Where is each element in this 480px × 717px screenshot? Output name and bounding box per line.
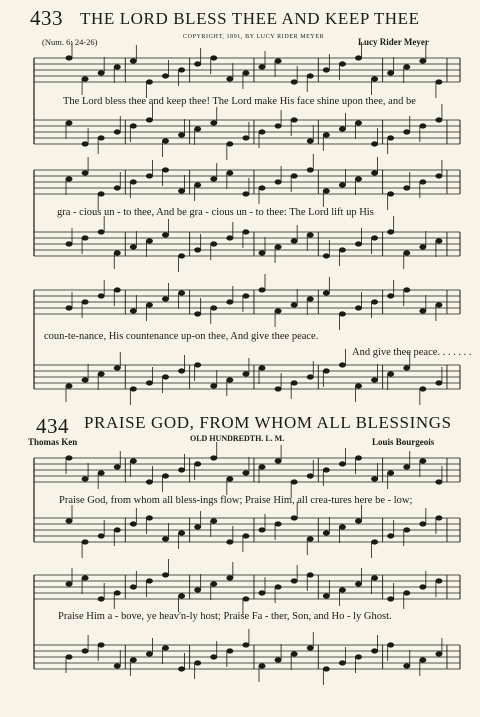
note-head (323, 189, 329, 194)
note-head (291, 174, 297, 179)
note-head (307, 233, 313, 238)
note-head (211, 177, 217, 182)
note-head (307, 139, 313, 144)
note-head (162, 375, 168, 380)
note-head (227, 77, 233, 82)
note-head (404, 465, 410, 470)
note-head (243, 597, 249, 602)
lyric-line-433-3: coun-te-nance, His countenance up-on thee, And give thee peace. (44, 331, 319, 342)
note-head (66, 177, 72, 182)
note-head (243, 136, 249, 141)
note-head (66, 519, 72, 524)
note-head (227, 300, 233, 305)
note-head (387, 71, 393, 76)
note-head (339, 183, 345, 188)
note-head (243, 230, 249, 235)
note-head (339, 248, 345, 253)
note-head (114, 591, 120, 596)
note-head (66, 56, 72, 61)
note-head (404, 251, 410, 256)
note-head (355, 456, 361, 461)
note-head (227, 576, 233, 581)
note-head (339, 462, 345, 467)
note-head (371, 77, 377, 82)
note-head (404, 591, 410, 596)
note-head (82, 378, 88, 383)
note-head (436, 652, 442, 657)
note-head (162, 233, 168, 238)
note-head (404, 288, 410, 293)
note-head (307, 646, 313, 651)
note-head (194, 525, 200, 530)
note-head (259, 664, 265, 669)
note-head (291, 480, 297, 485)
note-head (339, 363, 345, 368)
note-head (146, 480, 152, 485)
lyric-line-434-1: Praise God, from whom all bless-ings flow; Praise Him, all crea-tures here be - low; (59, 495, 413, 506)
note-head (355, 384, 361, 389)
note-head (420, 180, 426, 185)
note-head (211, 242, 217, 247)
note-head (130, 245, 136, 250)
lyric-line-433-1: The Lord bless thee and keep thee! The Lord make His face shine upon thee, and be (63, 96, 416, 107)
note-head (194, 462, 200, 467)
note-head (162, 537, 168, 542)
note-head (291, 118, 297, 123)
note-head (323, 133, 329, 138)
note-head (211, 582, 217, 587)
note-head (436, 80, 442, 85)
note-head (259, 288, 265, 293)
note-head (420, 124, 426, 129)
note-head (307, 297, 313, 302)
note-head (146, 516, 152, 521)
note-head (178, 667, 184, 672)
note-head (194, 248, 200, 253)
note-head (98, 643, 104, 648)
note-head (275, 124, 281, 129)
hymn-title-433: THE LORD BLESS THEE AND KEEP THEE (80, 9, 420, 28)
scripture-reference: (Num. 6: 24-26) (42, 37, 98, 47)
note-head (420, 459, 426, 464)
note-head (114, 664, 120, 669)
note-head (178, 594, 184, 599)
note-head (275, 459, 281, 464)
note-head (371, 378, 377, 383)
note-head (371, 576, 377, 581)
note-head (82, 300, 88, 305)
lyric-end-433: And give thee peace. . . . . . . (352, 347, 472, 358)
note-head (146, 80, 152, 85)
note-head (243, 71, 249, 76)
note-head (307, 74, 313, 79)
note-head (436, 118, 442, 123)
note-head (259, 465, 265, 470)
note-head (371, 142, 377, 147)
note-head (227, 142, 233, 147)
note-head (323, 667, 329, 672)
lyric-line-433-2: gra - cious un - to thee, And be gra - cious un - to thee: The Lord lift up His (57, 207, 374, 218)
composer-433: Lucy Rider Meyer (358, 37, 429, 47)
note-head (420, 658, 426, 663)
note-head (291, 303, 297, 308)
note-head (259, 130, 265, 135)
note-head (436, 381, 442, 386)
note-head (66, 306, 72, 311)
note-head (82, 142, 88, 147)
note-head (243, 192, 249, 197)
note-head (436, 174, 442, 179)
note-head (98, 230, 104, 235)
note-head (387, 136, 393, 141)
note-head (98, 372, 104, 377)
note-head (243, 534, 249, 539)
hymn-title-434: PRAISE GOD, FROM WHOM ALL BLESSINGS (84, 413, 452, 432)
note-head (178, 531, 184, 536)
note-head (194, 363, 200, 368)
note-head (146, 239, 152, 244)
note-head (227, 171, 233, 176)
lyric-line-434-2: Praise Him a - bove, ye heav'n-ly host; Praise Fa - ther, Son, and Ho - ly Ghost. (58, 611, 392, 622)
note-head (275, 180, 281, 185)
note-head (259, 251, 265, 256)
note-head (114, 288, 120, 293)
note-head (339, 127, 345, 132)
note-head (146, 174, 152, 179)
note-head (194, 127, 200, 132)
note-head (130, 658, 136, 663)
note-head (82, 477, 88, 482)
note-head (404, 366, 410, 371)
note-head (114, 528, 120, 533)
note-head (291, 516, 297, 521)
note-head (98, 597, 104, 602)
note-head (404, 130, 410, 135)
note-head (387, 597, 393, 602)
note-head (130, 387, 136, 392)
note-head (146, 579, 152, 584)
note-head (355, 121, 361, 126)
note-head (162, 297, 168, 302)
note-head (211, 121, 217, 126)
note-head (387, 372, 393, 377)
note-head (211, 306, 217, 311)
note-head (259, 528, 265, 533)
note-head (420, 59, 426, 64)
note-head (98, 71, 104, 76)
note-head (436, 480, 442, 485)
hymn-number-433: 433 (30, 6, 63, 30)
note-head (291, 652, 297, 657)
note-head (66, 242, 72, 247)
note-head (243, 471, 249, 476)
copyright-notice: COPYRIGHT, 1891, BY LUCY RIDER MEYER (183, 34, 325, 40)
note-head (275, 309, 281, 314)
note-head (436, 579, 442, 584)
note-head (339, 588, 345, 593)
note-head (130, 522, 136, 527)
note-head (178, 254, 184, 259)
note-head (291, 239, 297, 244)
note-head (387, 471, 393, 476)
note-head (82, 649, 88, 654)
note-head (194, 183, 200, 188)
note-head (146, 652, 152, 657)
note-head (420, 585, 426, 590)
note-head (307, 474, 313, 479)
note-head (130, 459, 136, 464)
note-head (323, 291, 329, 296)
note-head (82, 540, 88, 545)
note-head (211, 384, 217, 389)
note-head (307, 573, 313, 578)
note-head (146, 118, 152, 123)
note-head (387, 534, 393, 539)
note-head (243, 643, 249, 648)
note-head (194, 661, 200, 666)
note-head (227, 649, 233, 654)
note-head (211, 56, 217, 61)
note-head (194, 62, 200, 67)
note-head (371, 540, 377, 545)
note-head (291, 80, 297, 85)
note-head (371, 649, 377, 654)
note-head (66, 384, 72, 389)
note-head (307, 168, 313, 173)
note-head (146, 381, 152, 386)
note-head (420, 522, 426, 527)
note-head (323, 68, 329, 73)
note-head (82, 77, 88, 82)
note-head (130, 180, 136, 185)
note-head (259, 366, 265, 371)
note-head (259, 591, 265, 596)
note-head (130, 124, 136, 129)
note-head (291, 579, 297, 584)
note-head (436, 516, 442, 521)
note-head (275, 245, 281, 250)
note-head (82, 236, 88, 241)
note-head (194, 312, 200, 317)
note-head (259, 186, 265, 191)
note-head (275, 387, 281, 392)
note-head (66, 582, 72, 587)
note-head (275, 658, 281, 663)
note-head (420, 309, 426, 314)
note-head (243, 372, 249, 377)
note-head (178, 133, 184, 138)
note-head (66, 655, 72, 660)
note-head (227, 477, 233, 482)
note-head (323, 468, 329, 473)
note-head (355, 242, 361, 247)
note-head (404, 528, 410, 533)
note-head (227, 236, 233, 241)
note-head (387, 230, 393, 235)
note-head (371, 171, 377, 176)
note-head (82, 576, 88, 581)
note-head (98, 136, 104, 141)
note-head (178, 68, 184, 73)
note-head (275, 59, 281, 64)
note-head (162, 474, 168, 479)
note-head (114, 251, 120, 256)
note-head (404, 65, 410, 70)
note-head (178, 291, 184, 296)
note-head (404, 186, 410, 191)
note-head (178, 468, 184, 473)
note-head (227, 378, 233, 383)
note-head (178, 369, 184, 374)
note-head (387, 643, 393, 648)
note-head (243, 294, 249, 299)
note-head (162, 573, 168, 578)
note-head (339, 312, 345, 317)
note-head (436, 303, 442, 308)
note-head (339, 525, 345, 530)
note-head (98, 534, 104, 539)
note-head (114, 186, 120, 191)
note-head (355, 177, 361, 182)
note-head (130, 59, 136, 64)
note-head (178, 189, 184, 194)
note-head (162, 168, 168, 173)
note-head (114, 65, 120, 70)
note-head (355, 306, 361, 311)
note-head (98, 294, 104, 299)
note-head (404, 664, 410, 669)
note-head (323, 369, 329, 374)
note-head (162, 646, 168, 651)
note-head (66, 121, 72, 126)
note-head (211, 456, 217, 461)
note-head (307, 537, 313, 542)
note-head (98, 192, 104, 197)
note-head (420, 387, 426, 392)
note-head (371, 236, 377, 241)
note-head (307, 375, 313, 380)
note-head (146, 303, 152, 308)
note-head (130, 309, 136, 314)
note-head (98, 471, 104, 476)
note-head (355, 56, 361, 61)
note-head (211, 519, 217, 524)
note-head (323, 254, 329, 259)
note-head (211, 655, 217, 660)
note-head (66, 456, 72, 461)
note-head (114, 130, 120, 135)
note-head (371, 477, 377, 482)
note-head (162, 74, 168, 79)
note-head (114, 366, 120, 371)
note-head (436, 239, 442, 244)
note-head (387, 192, 393, 197)
note-head (420, 245, 426, 250)
note-head (130, 585, 136, 590)
note-head (162, 139, 168, 144)
note-head (323, 531, 329, 536)
tune-name: OLD HUNDREDTH. L. M. (190, 434, 285, 443)
note-head (355, 519, 361, 524)
note-head (275, 522, 281, 527)
note-head (291, 381, 297, 386)
note-head (114, 465, 120, 470)
note-head (355, 655, 361, 660)
note-head (275, 585, 281, 590)
note-head (227, 540, 233, 545)
staff-systems (34, 42, 460, 685)
note-head (387, 294, 393, 299)
note-head (194, 588, 200, 593)
note-head (339, 661, 345, 666)
author-434: Thomas Ken (28, 437, 78, 447)
note-head (371, 300, 377, 305)
note-head (355, 582, 361, 587)
note-head (323, 594, 329, 599)
composer-434: Louis Bourgeois (372, 437, 435, 447)
note-head (82, 171, 88, 176)
note-head (259, 65, 265, 70)
hymn-number-434: 434 (36, 414, 69, 438)
note-head (339, 62, 345, 67)
